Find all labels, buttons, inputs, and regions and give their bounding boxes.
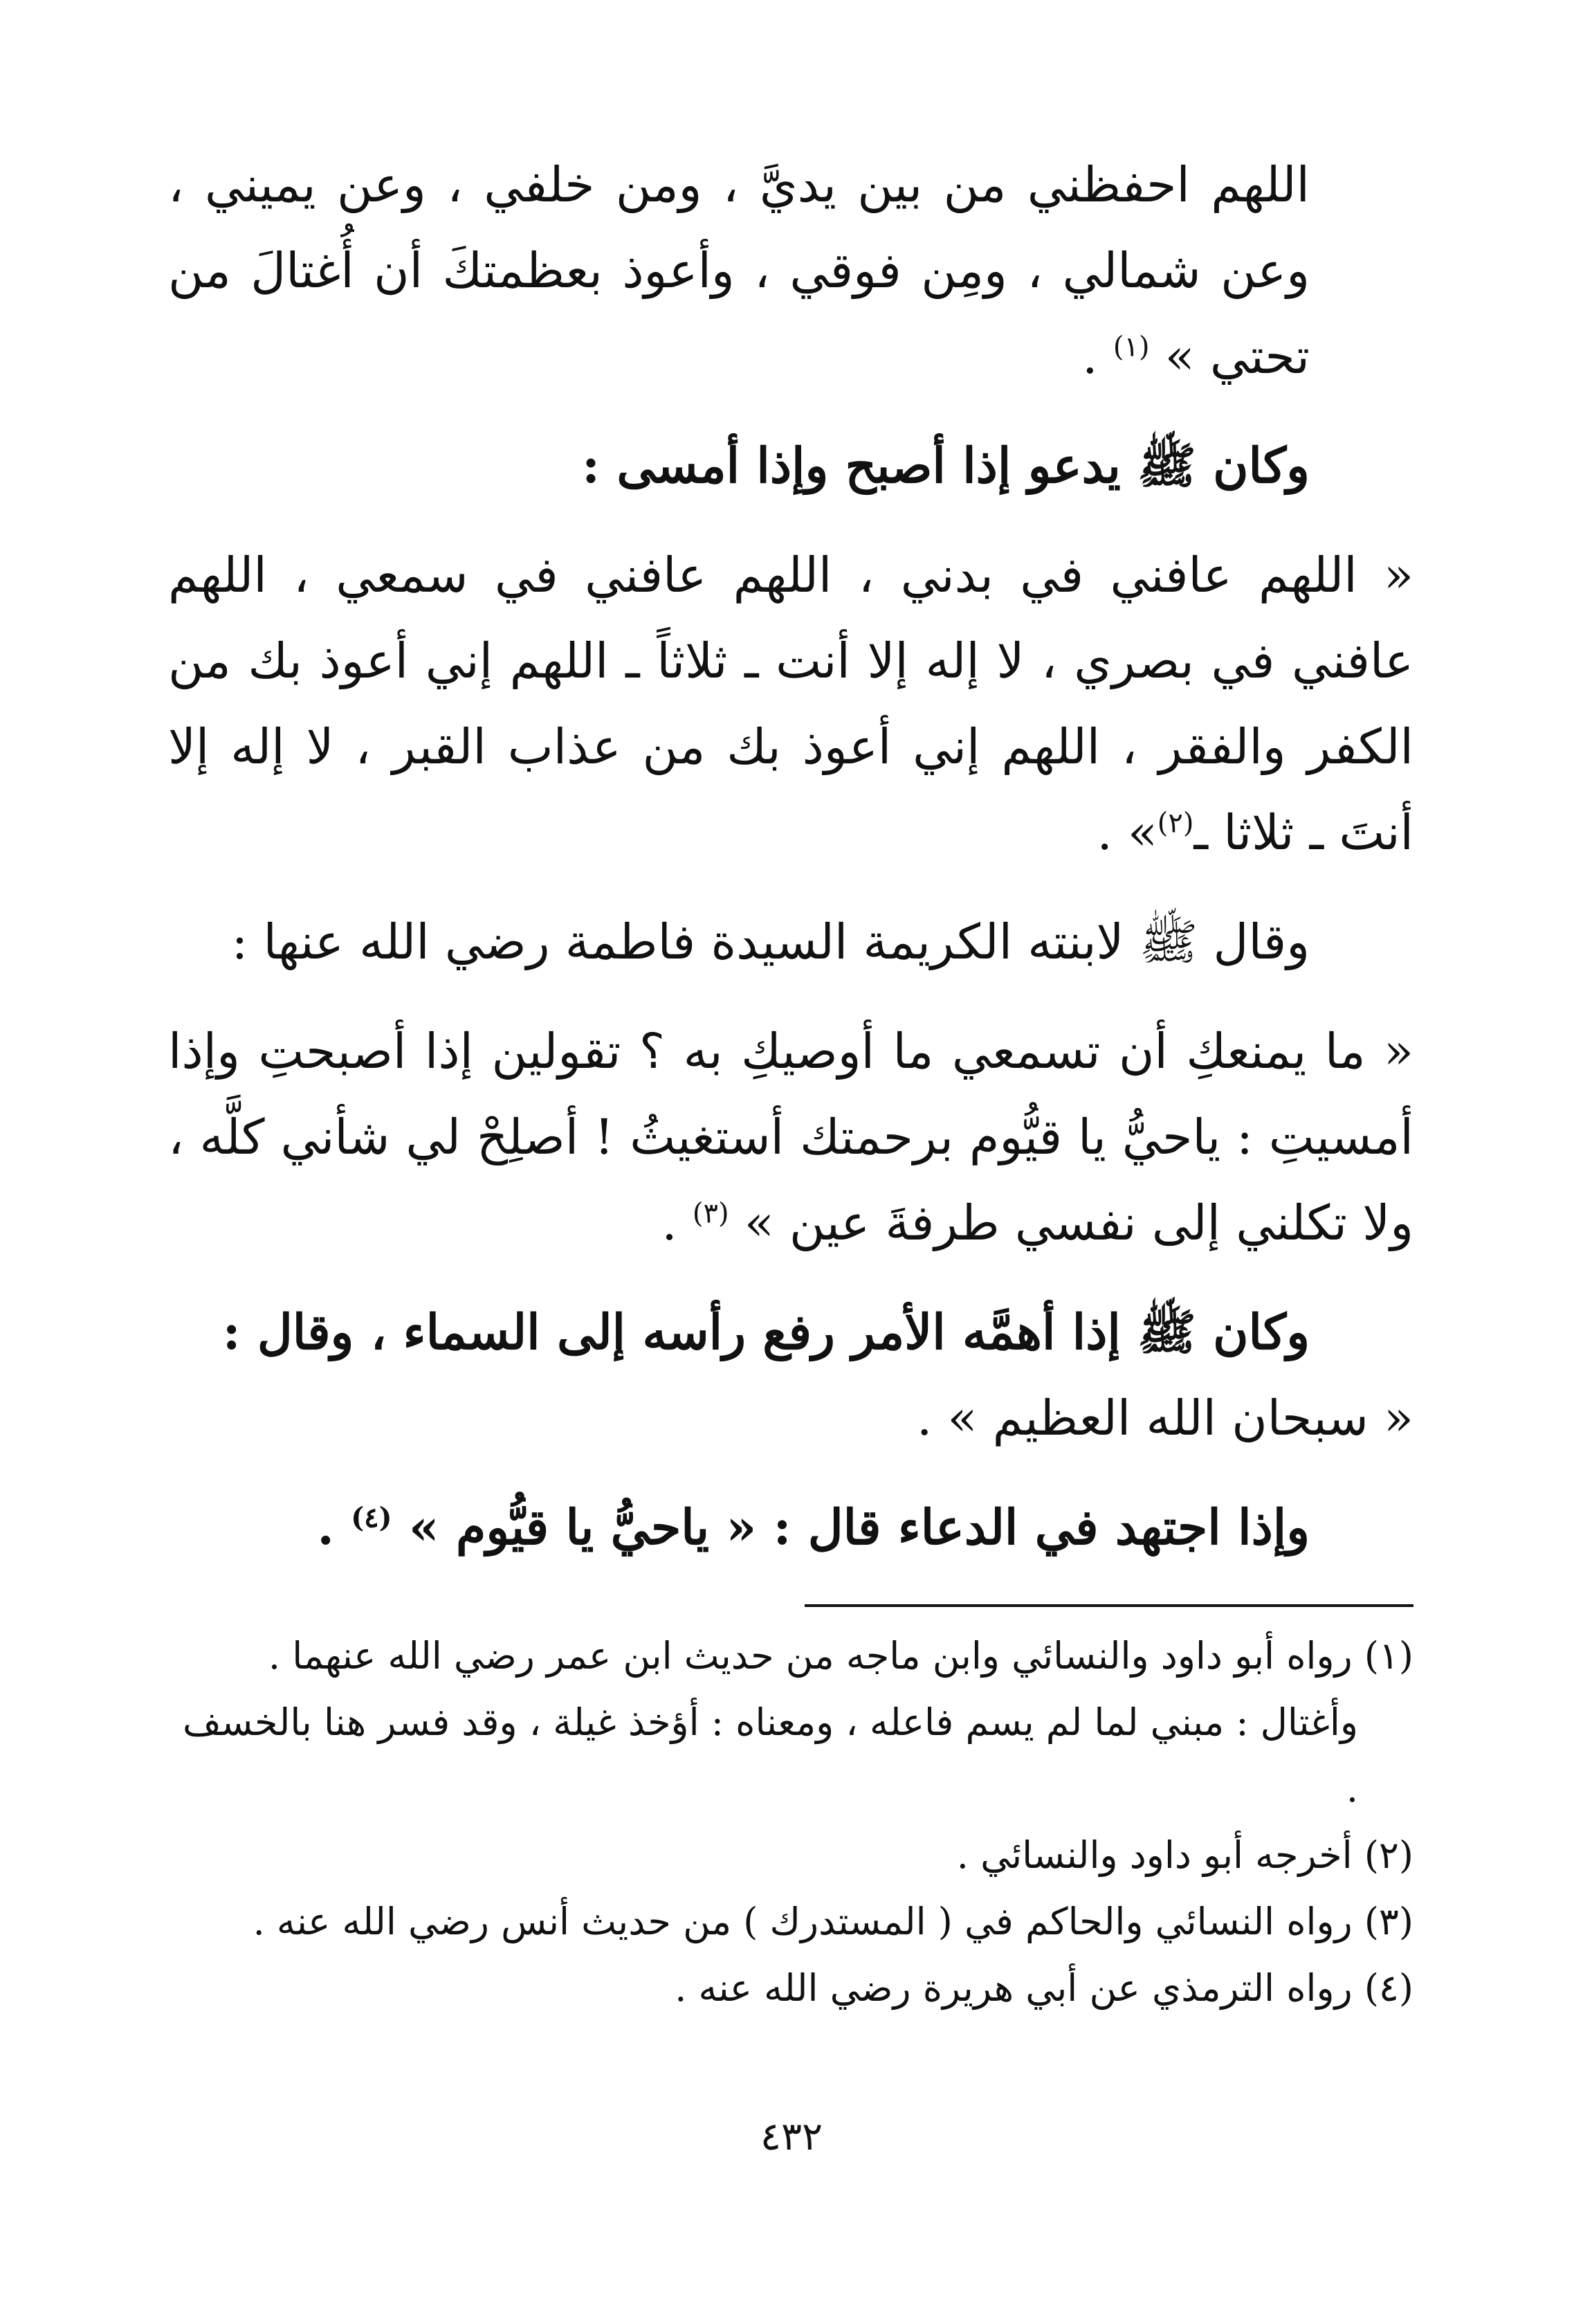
footnote-4: (٤) رواه الترمذي عن أبي هريرة رضي الله عنه .: [675, 1966, 1413, 2010]
footnote-divider: [805, 1604, 1413, 1607]
footnote-1: (١) رواه أبو داود والنسائي وابن ماجه من حديث ابن عمر رضي الله عنهما .: [268, 1634, 1413, 1678]
footnotes: [168, 1623, 1413, 2022]
paragraph-text: اللهم احفظني من بين يديَّ ، ومن خلفي ، وعن يميني ، وعن شمالي ، ومِن فوقي ، وأعوذ بعظمتكَ أن أُغتالَ من تحتي »: [168, 156, 1310, 385]
footnote-ref-3: (٣): [692, 1197, 729, 1230]
paragraph-prayer-hayy: [168, 1008, 1413, 1266]
page-number: ٤٣٢: [760, 2114, 823, 2159]
paragraph-fatima: وقال ﷺ لابنته الكريمة السيدة فاطمة رضي الله عنها :: [231, 914, 1310, 970]
paragraph-subhan: « سبحان الله العظيم » .: [916, 1390, 1413, 1446]
paragraph-end: .: [661, 1195, 693, 1251]
footnote-ref-4: (٤): [351, 1501, 392, 1534]
footnote-3: (٣) رواه النسائي والحاكم في ( المستدرك ) من حديث أنس رضي الله عنه .: [253, 1900, 1413, 1943]
main-text: [168, 142, 1413, 1570]
paragraph-text: « اللهم عافني في بدني ، اللهم عافني في سمعي ، اللهم عافني في بصري ، لا إله إلا أنت ـ ثلاثاً ـ اللهم إني أعوذ بك من الكفر والفقر ، اللهم إني أعوذ بك من عذاب القبر ، لا إله إلا أنتَ ـ ثلاثا ـ: [168, 547, 1413, 861]
paragraph-morning-evening: وكان ﷺ يدعو إذا أصبح وإذا أمسى :: [582, 437, 1310, 494]
paragraph-ijtahad: [168, 1485, 1413, 1570]
paragraph-end: .: [317, 1498, 351, 1556]
paragraph-text: « ما يمنعكِ أن تسمعي ما أوصيكِ به ؟ تقولين إذا أصبحتِ وإذا أمسيتِ : ياحيُّ يا قيُّوم برحمتك أستغيثُ ! أصلِحْ لي شأني كلَّه ، ولا تكلني إلى نفسي طرفةَ عين »: [168, 1023, 1413, 1251]
paragraph-prayer-protection: [168, 142, 1413, 399]
paragraph-raise-head: وكان ﷺ إذا أهمَّه الأمر رفع رأسه إلى السماء ، وقال :: [222, 1303, 1310, 1361]
paragraph-end: .: [1082, 328, 1113, 385]
footnote-1-note: وأغتال : مبني لما لم يسم فاعله ، ومعناه : أؤخذ غيلة ، وقد فسر هنا بالخسف .: [182, 1700, 1358, 1810]
paragraph-text: وإذا اجتهد في الدعاء قال : « ياحيُّ يا قيُّوم »: [408, 1498, 1310, 1556]
footnote-ref-2: (٢): [1157, 807, 1194, 839]
paragraph-prayer-wellbeing: [168, 532, 1413, 875]
paragraph-end: » .: [1097, 804, 1157, 861]
footnote-ref-1: (١): [1113, 331, 1150, 363]
footnote-2: (٢) أخرجه أبو داود والنسائي .: [956, 1833, 1413, 1877]
